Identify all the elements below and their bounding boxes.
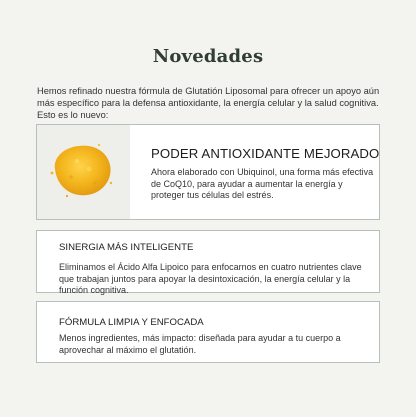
feature-heading: FÓRMULA LIMPIA Y ENFOCADA [59,317,204,328]
feature-description: Eliminamos el Ácido Alfa Lipoico para enfocarnos en cuatro nutrientes clave que trabajan juntos para apoyar la desintoxicación, la energía celular y la función cognitiva. [59,262,362,295]
page-title: Novedades [152,46,264,67]
feature-card-synergy [36,230,380,293]
intro-text: Hemos refinado nuestra fórmula de Glutatión Liposomal para ofrecer un apoyo aún más específico para la defensa antioxidante, la energía celular y la salud cognitiva. Esto es lo nuevo: [37,86,380,120]
feature-heading: SINERGIA MÁS INTELIGENTE [59,242,194,253]
feature-description: Menos ingredientes, más impacto: diseñada para ayudar a tu cuerpo a aprovechar al máximo el glutatión. [59,333,341,355]
feature-card-antioxidant [36,124,380,220]
feature-card-clean-formula [36,301,380,363]
feature-heading: PODER ANTIOXIDANTE MEJORADO [151,146,380,161]
product-image-panel [37,125,130,219]
feature-description: Ahora elaborado con Ubiquinol, una forma más efectiva de CoQ10, para ayudar a aumentar la energía y proteger tus células del estrés. [151,167,374,200]
yellow-powder-image [47,139,115,201]
